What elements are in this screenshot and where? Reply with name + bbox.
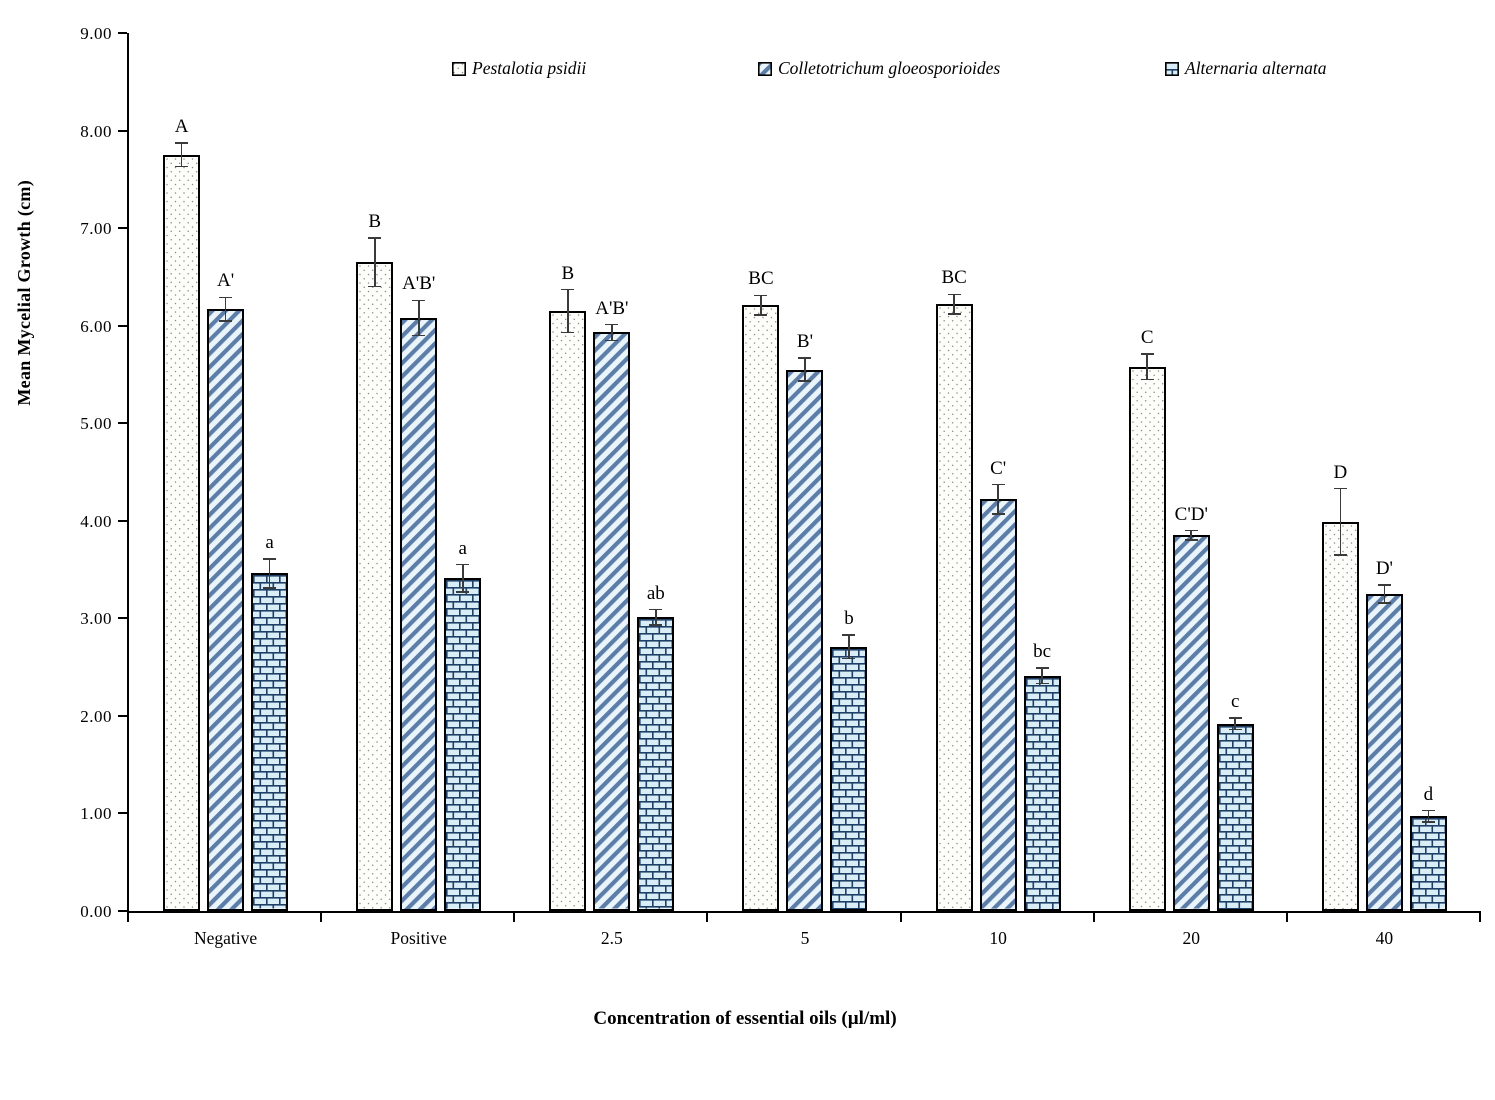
- error-bar: [848, 635, 850, 658]
- x-category-label: 40: [1375, 928, 1394, 948]
- bricks-pattern-swatch-icon: [1165, 62, 1179, 76]
- x-axis-tick: [706, 913, 708, 922]
- significance-label: A': [216, 270, 235, 292]
- bar-diagonal-stripes-Negative: [207, 309, 244, 911]
- significance-label: C'D': [1174, 503, 1208, 525]
- y-axis-tick: [118, 910, 127, 912]
- error-bar-top-cap: [456, 564, 469, 566]
- y-axis-tick-label: 5.00: [80, 414, 112, 434]
- x-axis-tick: [900, 913, 902, 922]
- error-bar-top-cap: [1036, 667, 1049, 669]
- bar-diagonal-stripes-2.5: [593, 332, 630, 911]
- bar-diagonal-stripes-20: [1173, 535, 1210, 911]
- bar-bricks-40: [1410, 816, 1447, 911]
- significance-label: B': [796, 330, 814, 352]
- y-axis-tick-label: 4.00: [80, 511, 112, 531]
- significance-label: ab: [646, 582, 665, 604]
- x-category-label: Positive: [390, 928, 447, 948]
- x-category-label: 2.5: [600, 928, 623, 948]
- error-bar-bottom-cap: [1036, 683, 1049, 685]
- error-bar: [462, 565, 464, 592]
- x-axis-tick: [127, 913, 129, 922]
- error-bar-bottom-cap: [754, 314, 767, 316]
- error-bar-top-cap: [368, 237, 381, 239]
- legend-label-colletotrichum: Colletotrichum gloeosporioides: [778, 58, 1001, 78]
- error-bar-top-cap: [754, 295, 767, 297]
- bar-diagonal-stripes-40: [1366, 594, 1403, 911]
- error-bar-top-cap: [561, 289, 574, 291]
- y-axis-tick: [118, 422, 127, 424]
- y-axis-tick-label: 8.00: [80, 121, 112, 141]
- significance-label: b: [844, 607, 854, 629]
- error-bar-top-cap: [1229, 717, 1242, 719]
- error-bar-bottom-cap: [175, 166, 188, 168]
- error-bar: [804, 358, 806, 381]
- error-bar-top-cap: [1141, 353, 1154, 355]
- error-bar: [225, 297, 227, 320]
- error-bar-top-cap: [412, 300, 425, 302]
- error-bar-bottom-cap: [605, 340, 618, 342]
- error-bar: [1041, 668, 1043, 684]
- error-bar-top-cap: [1334, 488, 1347, 490]
- error-bar: [1340, 489, 1342, 555]
- error-bar: [1146, 354, 1148, 379]
- error-bar-bottom-cap: [263, 587, 276, 589]
- error-bar: [418, 300, 420, 335]
- y-axis-tick: [118, 32, 127, 34]
- error-bar-top-cap: [948, 294, 961, 296]
- bar-diagonal-stripes-10: [980, 499, 1017, 911]
- legend-item-colletotrichum: [758, 58, 1000, 79]
- error-bar-bottom-cap: [842, 658, 855, 660]
- y-axis-tick: [118, 227, 127, 229]
- bar-dots-2.5: [549, 311, 586, 911]
- error-bar: [181, 143, 183, 166]
- bar-bricks-Positive: [444, 578, 481, 911]
- bar-bricks-20: [1217, 724, 1254, 911]
- significance-label: d: [1423, 783, 1434, 805]
- error-bar: [1384, 585, 1386, 603]
- error-bar-bottom-cap: [798, 380, 811, 382]
- legend-item-pestalotia: [452, 58, 586, 79]
- significance-label: A: [174, 116, 189, 138]
- y-axis-tick-label: 6.00: [80, 316, 112, 336]
- y-axis-tick-label: 9.00: [80, 24, 112, 43]
- x-axis-line: [127, 911, 1481, 913]
- significance-label: B: [561, 262, 575, 284]
- error-bar-bottom-cap: [992, 513, 1005, 515]
- x-category-label: 20: [1182, 928, 1201, 948]
- x-axis-title: Concentration of essential oils (µl/ml): [593, 1008, 897, 1029]
- x-axis-tick: [513, 913, 515, 922]
- significance-label: B: [368, 210, 382, 232]
- y-axis-tick-label: 7.00: [80, 219, 112, 239]
- y-axis-tick: [118, 130, 127, 132]
- bar-dots-10: [936, 304, 973, 911]
- error-bar-bottom-cap: [1141, 379, 1154, 381]
- error-bar-top-cap: [649, 609, 662, 611]
- y-axis-tick: [118, 520, 127, 522]
- error-bar-bottom-cap: [219, 320, 232, 322]
- error-bar: [374, 238, 376, 287]
- y-axis-tick: [118, 325, 127, 327]
- error-bar-bottom-cap: [1185, 539, 1198, 541]
- y-axis-tick: [118, 812, 127, 814]
- bar-diagonal-stripes-Positive: [400, 318, 437, 911]
- x-category-label: 5: [800, 928, 810, 948]
- significance-label: bc: [1033, 641, 1052, 663]
- error-bar-bottom-cap: [412, 335, 425, 337]
- legend-item-alternaria: [1165, 58, 1326, 79]
- significance-label: D': [1375, 558, 1393, 580]
- error-bar-bottom-cap: [649, 624, 662, 626]
- bar-dots-40: [1322, 522, 1359, 911]
- y-axis-tick: [118, 715, 127, 717]
- error-bar-top-cap: [992, 484, 1005, 486]
- bar-dots-Negative: [163, 155, 200, 911]
- significance-label: a: [265, 531, 274, 553]
- bar-bricks-5: [830, 647, 867, 911]
- error-bar: [953, 294, 955, 314]
- error-bar-top-cap: [175, 142, 188, 144]
- significance-label: D: [1333, 461, 1348, 483]
- error-bar-top-cap: [1378, 584, 1391, 586]
- bar-bricks-2.5: [637, 617, 674, 911]
- x-category-label: Negative: [193, 928, 258, 948]
- error-bar: [760, 295, 762, 315]
- legend-label-alternaria: Alternaria alternata: [1185, 58, 1327, 78]
- bar-diagonal-stripes-5: [786, 370, 823, 911]
- error-bar: [997, 485, 999, 514]
- error-bar-top-cap: [798, 357, 811, 359]
- significance-label: A'B': [402, 273, 436, 295]
- legend-label-pestalotia: Pestalotia psidii: [472, 58, 587, 78]
- y-axis-title: Mean Mycelial Growth (cm): [14, 180, 34, 406]
- x-category-label: 10: [989, 928, 1007, 948]
- error-bar-bottom-cap: [948, 313, 961, 315]
- error-bar-bottom-cap: [1229, 729, 1242, 731]
- y-axis-tick-label: 0.00: [80, 902, 112, 921]
- y-axis-tick-label: 2.00: [80, 706, 112, 726]
- bar-bricks-Negative: [251, 573, 288, 911]
- dots-pattern-swatch-icon: [452, 62, 466, 76]
- significance-label: A'B': [595, 297, 629, 319]
- y-axis-line: [127, 33, 129, 913]
- error-bar-bottom-cap: [1334, 554, 1347, 556]
- x-axis-tick: [1479, 913, 1481, 922]
- error-bar-bottom-cap: [1378, 602, 1391, 604]
- error-bar-bottom-cap: [368, 286, 381, 288]
- error-bar: [655, 610, 657, 626]
- y-axis-tick-label: 1.00: [80, 804, 112, 824]
- x-axis-tick: [320, 913, 322, 922]
- bar-bricks-10: [1024, 676, 1061, 911]
- error-bar-top-cap: [1185, 530, 1198, 532]
- significance-label: C: [1140, 326, 1154, 348]
- significance-label: c: [1231, 690, 1240, 712]
- error-bar-top-cap: [219, 297, 232, 299]
- error-bar: [567, 290, 569, 333]
- error-bar-top-cap: [842, 634, 855, 636]
- stripes-pattern-swatch-icon: [758, 62, 772, 76]
- error-bar-top-cap: [263, 558, 276, 560]
- error-bar-bottom-cap: [561, 332, 574, 334]
- significance-label: BC: [941, 267, 967, 289]
- x-axis-tick: [1093, 913, 1095, 922]
- significance-label: C': [990, 457, 1007, 479]
- y-axis-tick: [118, 617, 127, 619]
- bar-dots-Positive: [356, 262, 393, 911]
- bar-dots-5: [742, 305, 779, 911]
- y-axis-tick-label: 3.00: [80, 609, 112, 629]
- error-bar-bottom-cap: [456, 591, 469, 593]
- error-bar-top-cap: [605, 324, 618, 326]
- error-bar-bottom-cap: [1422, 821, 1435, 823]
- significance-label: a: [458, 537, 467, 559]
- error-bar-top-cap: [1422, 810, 1435, 812]
- bar-dots-20: [1129, 367, 1166, 911]
- error-bar: [269, 559, 271, 588]
- error-bar: [611, 325, 613, 341]
- x-axis-tick: [1286, 913, 1288, 922]
- significance-label: BC: [748, 268, 774, 290]
